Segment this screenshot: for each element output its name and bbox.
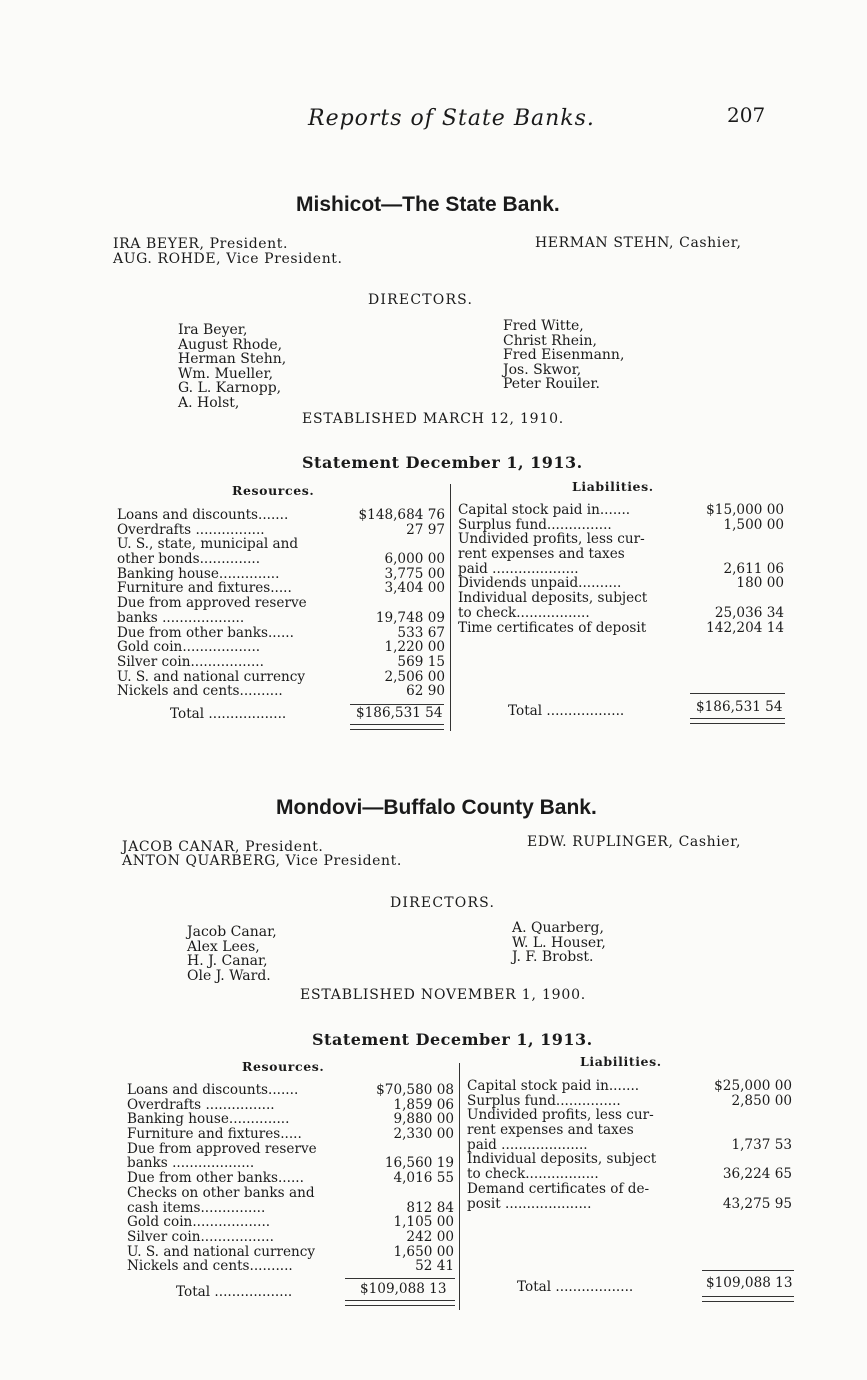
row-label: Dividends unpaid.......... [458,575,622,592]
table-row [117,523,445,538]
row-label: Furniture and fixtures..... [117,580,292,597]
established-date: ESTABLISHED MARCH 12, 1910. [302,411,565,427]
table-row [117,670,445,685]
directors-list-right [503,319,624,392]
row-amount: 3,404 00 [384,580,445,597]
table-row [458,547,784,562]
directors-heading: DIRECTORS. [390,895,496,911]
row-label: Individual deposits, subject [467,1151,657,1168]
row-label: to check................. [467,1166,599,1183]
president: JACOB CANAR, President. [122,839,324,855]
row-label: Overdrafts ................ [127,1096,275,1113]
bank-title: Mondovi—Buffalo County Bank. [276,796,597,819]
table-row [117,626,445,641]
row-label: Gold coin.................. [117,639,261,656]
row-amount: 2,506 00 [384,668,445,685]
page-number: 207 [727,103,766,127]
bank-title: Mishicot—The State Bank. [296,193,560,216]
liabilities-heading: Liabilities. [572,479,654,494]
row-amount: 2,330 00 [393,1126,454,1143]
table-row [117,684,445,699]
row-label: Capital stock paid in....... [458,502,631,518]
row-amount: 812 84 [406,1199,454,1216]
row-label: paid .................... [458,560,579,577]
table-row [467,1138,792,1153]
row-label: Capital stock paid in....... [467,1078,640,1094]
row-label: Nickels and cents.......... [127,1258,293,1275]
row-label: Due from other banks...... [117,624,294,641]
row-label: Surplus fund............... [467,1092,621,1109]
director: Wm. Mueller, [178,365,274,382]
resources-table [117,508,445,699]
row-label: Due from approved reserve [127,1140,317,1157]
director: J. F. Brobst. [512,949,594,966]
director: Fred Witte, [503,318,584,334]
row-amount: 142,204 14 [706,619,784,636]
row-label: Undivided profits, less cur- [467,1107,654,1124]
table-row [127,1171,454,1186]
table-row [458,503,784,518]
director: Alex Lees, [187,938,260,955]
table-row [458,518,784,533]
resources-heading: Resources. [242,1059,325,1074]
table-row [127,1098,454,1113]
liabilities-table [467,1079,792,1211]
table-row [127,1245,454,1260]
liabilities-heading: Liabilities. [580,1054,662,1069]
row-label: to check................. [458,604,590,621]
directors-list-left [187,925,277,983]
total-double-rule [350,724,444,730]
row-amount: 1,220 00 [384,639,445,656]
row-label: Furniture and fixtures..... [127,1126,302,1143]
row-amount: 43,275 95 [722,1195,792,1212]
table-row [117,537,445,552]
row-amount: 1,859 06 [393,1096,454,1113]
row-amount: 569 15 [397,653,445,670]
row-label: banks ................... [127,1155,255,1172]
director: Christ Rhein, [503,332,597,349]
resources-total: $109,088 13 [360,1281,447,1297]
table-row [467,1108,792,1123]
row-amount: 36,224 65 [722,1166,792,1183]
row-label: Loans and discounts....... [127,1082,299,1098]
table-row [458,591,784,606]
table-row [127,1201,454,1216]
row-label: Surplus fund............... [458,516,612,533]
resources-total-label: Total .................. [170,706,287,722]
table-row [117,611,445,626]
liabilities-total: $186,531 54 [696,699,783,715]
director: Ira Beyer, [178,322,248,338]
table-row [127,1215,454,1230]
table-row [458,621,784,636]
table-row [467,1079,792,1094]
row-amount: 25,036 34 [714,604,784,621]
director: Peter Rouiler. [503,376,600,393]
total-rule [702,1270,794,1271]
row-label: Banking house.............. [127,1111,290,1128]
row-label: Loans and discounts....... [117,507,289,523]
row-amount: 9,880 00 [393,1111,454,1128]
president: IRA BEYER, President. [113,236,289,252]
row-amount: 6,000 00 [384,551,445,568]
row-amount: 16,560 19 [384,1155,454,1172]
liabilities-table [458,503,784,635]
table-row [117,640,445,655]
table-row [127,1112,454,1127]
row-amount: 1,650 00 [393,1243,454,1260]
vice-president: ANTON QUARBERG, Vice President. [122,853,402,869]
row-amount: 52 41 [415,1258,454,1275]
row-amount: 62 90 [406,683,445,700]
row-amount: $25,000 00 [714,1078,792,1094]
column-divider [459,1063,460,1310]
resources-total: $186,531 54 [356,705,443,721]
liabilities-total-label: Total .................. [508,703,625,719]
row-amount: 2,850 00 [731,1092,792,1109]
directors-list-left [178,323,286,411]
row-amount: 4,016 55 [393,1170,454,1187]
director: W. L. Houser, [512,934,606,951]
director: A. Quarberg, [512,920,604,936]
vice-president: AUG. ROHDE, Vice President. [113,251,343,267]
total-double-rule [690,718,785,724]
table-row [467,1197,792,1212]
director: H. J. Canar, [187,953,268,970]
total-double-rule [702,1296,794,1302]
row-amount: 242 00 [406,1228,454,1245]
row-label: Due from approved reserve [117,595,307,612]
table-row [458,562,784,577]
table-row [467,1167,792,1182]
row-amount: $70,580 08 [376,1082,454,1098]
director: Jacob Canar, [187,924,277,940]
total-rule [690,693,785,694]
table-row [458,532,784,547]
directors-list-right [512,921,606,965]
resources-table [127,1083,454,1274]
table-row [458,576,784,591]
statement-heading: Statement December 1, 1913. [312,1030,593,1049]
table-row [117,596,445,611]
row-label: banks ................... [117,609,245,626]
table-row [467,1123,792,1138]
row-label: rent expenses and taxes [458,546,625,563]
row-label: Gold coin.................. [127,1214,271,1231]
table-row [127,1083,454,1098]
total-rule [345,1278,455,1279]
liabilities-total: $109,088 13 [706,1275,793,1291]
row-label: U. S. and national currency [127,1243,316,1260]
column-divider [450,484,451,731]
row-amount: 1,105 00 [393,1214,454,1231]
row-amount: 533 67 [397,624,445,641]
row-amount: 2,611 06 [723,560,784,577]
row-amount: 180 00 [736,575,784,592]
table-row [117,655,445,670]
row-label: Undivided profits, less cur- [458,531,645,548]
row-label: cash items............... [127,1199,266,1216]
table-row [127,1127,454,1142]
statement-heading: Statement December 1, 1913. [302,453,583,472]
row-amount: 1,500 00 [723,516,784,533]
row-label: Silver coin................. [117,653,264,670]
table-row [467,1094,792,1109]
row-label: Individual deposits, subject [458,590,648,607]
row-label: Nickels and cents.......... [117,683,283,700]
resources-total-label: Total .................. [176,1284,293,1300]
table-row [467,1152,792,1167]
row-label: Silver coin................. [127,1228,274,1245]
table-row [117,552,445,567]
row-label: U. S., state, municipal and [117,536,299,553]
row-label: paid .................... [467,1136,588,1153]
table-row [117,581,445,596]
table-row [127,1259,454,1274]
row-label: Banking house.............. [117,565,280,582]
director: Herman Stehn, [178,351,287,368]
row-amount: 27 97 [406,521,445,538]
row-label: U. S. and national currency [117,668,306,685]
row-amount: $15,000 00 [706,502,784,518]
director: A. Holst, [178,394,240,411]
row-label: posit .................... [467,1195,592,1212]
row-label: Overdrafts ................ [117,521,265,538]
table-row [127,1156,454,1171]
table-row [117,508,445,523]
row-label: Demand certificates of de- [467,1180,650,1197]
liabilities-total-label: Total .................. [517,1279,634,1295]
director: G. L. Karnopp, [178,380,282,397]
table-row [127,1142,454,1157]
table-row [458,606,784,621]
table-row [467,1182,792,1197]
director: Ole J. Ward. [187,967,271,984]
row-label: Time certificates of deposit [458,619,647,636]
director: Jos. Skwor, [503,361,582,378]
row-label: Checks on other banks and [127,1184,315,1201]
table-row [127,1186,454,1201]
cashier: HERMAN STEHN, Cashier, [535,235,742,251]
table-row [127,1230,454,1245]
row-amount: 19,748 09 [375,609,445,626]
director: August Rhode, [178,336,283,353]
row-label: Due from other banks...... [127,1170,304,1187]
resources-heading: Resources. [232,483,315,498]
table-row [117,567,445,582]
row-amount: $148,684 76 [358,507,445,523]
row-amount: 1,737 53 [731,1136,792,1153]
directors-heading: DIRECTORS. [368,292,474,308]
cashier: EDW. RUPLINGER, Cashier, [527,834,741,850]
director: Fred Eisenmann, [503,347,625,364]
row-label: rent expenses and taxes [467,1122,634,1139]
total-double-rule [345,1300,455,1306]
established-date: ESTABLISHED NOVEMBER 1, 1900. [300,987,587,1003]
row-amount: 3,775 00 [384,565,445,582]
row-label: other bonds.............. [117,551,261,568]
page-header-title: Reports of State Banks. [308,106,595,131]
